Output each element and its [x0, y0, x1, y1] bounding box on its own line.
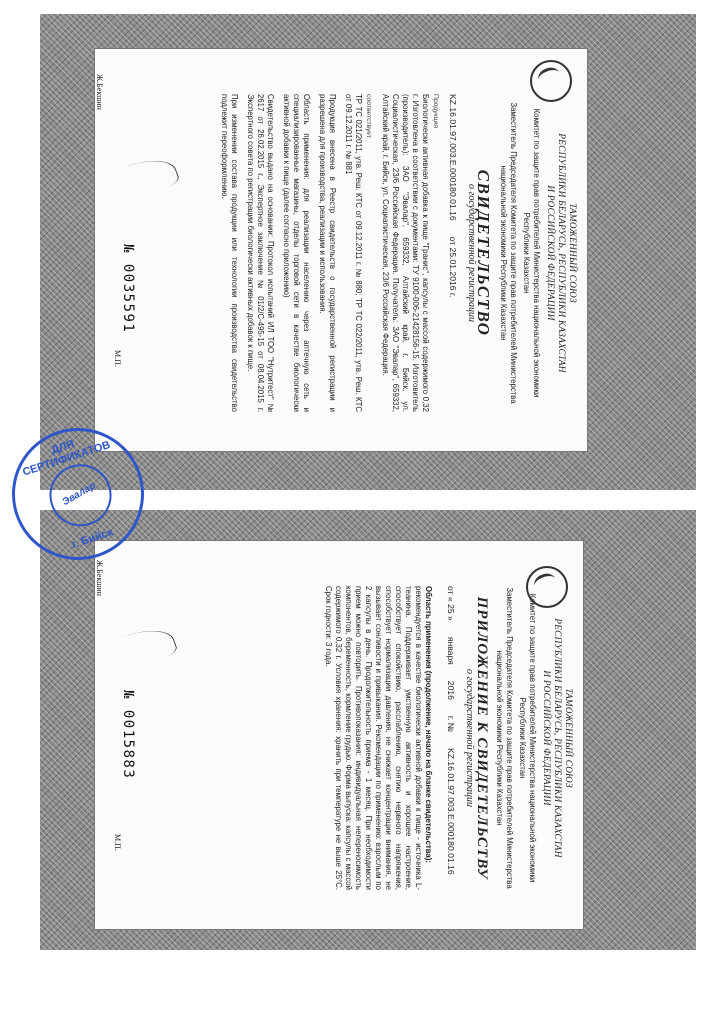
appendix-union-header: ТАМОЖЕННЫЙ СОЮЗ РЕСПУБЛИКИ БЕЛАРУСЬ, РЕСПУБЛИКИ КАЗАХСТАН И РОССИЙСКОЙ ФЕДЕРАЦИИ [542, 618, 574, 858]
appendix-reg-day: от « 25 » [446, 586, 456, 621]
agency-name: Комитет по защите прав потребителей Министерства национальной экономики Республики Казахстан [522, 108, 541, 398]
appendix-seal-place: М.П. [113, 834, 122, 851]
stamp-center-text: Эвалар [60, 480, 98, 509]
appendix-reg-year: 2016 [446, 680, 456, 700]
appendix-content [94, 540, 584, 930]
stamp-city-text: г. Бийск [70, 526, 115, 551]
appendix-use-text: рекомендуется в качестве биологически активной добавки к пище - источника L-теанина. Поддерживает умственную активность и хорошее настроение, способствует спокойствию, расслаблению, снятию нервного напряжения, способствует нормализации давления, не снижает концентрации внимания, не вызывает сонливости и привыкания. Рекомендации по применению: взрослым по 2 капсулы в день. Продолжительность приема - 1 месяц. При необходимости прием можно повторить. Противопоказания: индивидуальная непереносимость компонентов, беременность, кормление грудью. Форма выпуска: капсулы с массой содержимого 0,32 г. Условия хранения: хранить при температуре не выше 25°С. Срок годности: 3 года. [324, 586, 423, 890]
registration-line [447, 94, 458, 412]
product-text: Биологически активная добавка к пище "Гранис", капсулы с массой содержимого 0,32 г. Изготовлена в соответствии с документами: ТУ 9100-006-21428156-15. Изготовитель (производитель): ЗАО "Эвалар", 659332, Алтайский край, г. Бийск, ул. Социалистическая, 23/6 Российская Федерация. Получатель: ЗАО "Эвалар", 659332, Алтайский край, г. Бийск, ул. Социалистическая, 23/6 Российская Федерация. [381, 94, 430, 412]
appendix-use-section [323, 586, 433, 890]
appendix-reg-suffix: г. № [446, 715, 456, 733]
appendix-subtitle: о государственной регистрации [464, 668, 475, 808]
appendix-reg-number: KZ.16.01.97.003.Е.000180.01.16 [446, 748, 456, 875]
appendix-serial-number: № 0015883 [120, 690, 136, 780]
compliance-label: соответствует [365, 94, 372, 139]
union-header: ТАМОЖЕННЫЙ СОЮЗ РЕСПУБЛИКИ БЕЛАРУСЬ, РЕСПУБЛИКИ КАЗАХСТАН И РОССИЙСКОЙ ФЕДЕРАЦИИ [546, 133, 578, 373]
document-subtitle: о государственной регистрации [466, 183, 477, 323]
appendix-title: ПРИЛОЖЕНИЕ К СВИДЕТЕЛЬСТВУ [474, 596, 490, 880]
deputy-title: Заместитель Председателя Комитета по защите прав потребителей Министерства национальной экономики Республики Казахстан [499, 102, 518, 404]
appendix-registration-line [445, 586, 456, 890]
certificate-seal-place: М.П. [113, 350, 122, 367]
stamp-ring-text: ДЛЯ СЕРТИФИКАТОВ [21, 438, 112, 479]
appendix-signer: Ж.Бекшин [95, 560, 104, 596]
appendix-reg-month: января [446, 636, 456, 665]
product-section [380, 94, 441, 412]
compliance-text: ТР ТС 021/2011, утв. Реш. КТС от 09.12.2011 г. № 880; ТР ТС 022/2011, утв. Реш. КТС от 09.12.2011 г. № 881 [344, 94, 363, 412]
registry-text: Продукция внесена в Реестр свидетельств о государственной регистрации и разрешена для производства, реализации и использования. [318, 94, 337, 412]
appendix-agency-name: Комитет по защите прав потребителей Министерства национальной экономики Республики Казахстан [518, 593, 537, 883]
certificate-serial-number: № 0035591 [120, 244, 136, 334]
certificate-content [94, 48, 588, 452]
product-label: Продукция [432, 94, 439, 129]
compliance-section [343, 94, 374, 412]
document-title: СВИДЕТЕЛЬСТВО [474, 169, 493, 337]
use-text: Область применения: для реализации населению через аптечную сеть и специализированные магазины, отделы торговой сети в качестве биологически активной добавки к пище (далее согласно приложению) [282, 94, 311, 412]
certificate-signer: Ж.Бекшин [95, 74, 104, 110]
registration-date: от 25.01.2016 г. [448, 236, 458, 298]
appendix-deputy-title: Заместитель Председателя Комитета по защите прав потребителей Министерства национальной экономики Республики Казахстан [495, 587, 514, 889]
registration-number: KZ.16.01.97.003.Е.000180.01.16 [448, 94, 458, 221]
basis-text: Свидетельство выдано на основании: Протокол испытаний ИЛ ТОО "Нутритест" № 2617 от 26.02.2015 г., Экспертное заключение № 01/2/С-495-15 от 08.04.2015 г. Экспертного совета по регистрации биологически активных добавок к пище. [246, 94, 275, 412]
appendix-use-title: Область применения (продолжение, начало на бланке свидетельства): [424, 586, 433, 863]
note-text: При изменении состава продукции или технологии производства свидетельство подлежит переоформлению. [220, 94, 239, 412]
